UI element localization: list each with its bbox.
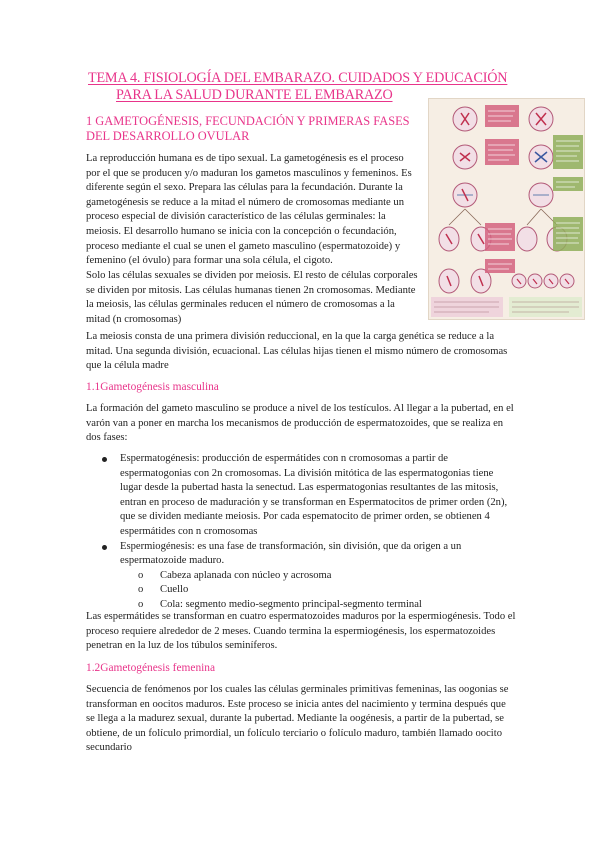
list-item-spermatogenesis — [102, 452, 517, 540]
sub-item-text: Cuello — [160, 584, 189, 596]
left-column-cells — [439, 107, 491, 293]
female-gametogenesis-heading: 1.2Gametogénesis femenina — [86, 662, 216, 674]
title-line-2: PARA LA SALUD DURANTE EL EMBARAZO — [116, 87, 393, 103]
sub-bullet-marker: o — [138, 569, 144, 581]
sub-item-text: Cabeza aplanada con núcleo y acrosoma — [160, 569, 332, 581]
meiosis-diagram-image — [428, 98, 585, 320]
list-item-text: Espermatogénesis: producción de espermátides con n cromosomas a partir de espermatogonias con 2n cromosomas. La división mitótica de las espermatogonias tiene lugar desde la pubertad hasta la senectud. Las espermatogonias resultantes de las mitosis, entran en proceso de maduración y se transforman en Espermatocitos de primer orden (2n), que se dividen mediante meiosis. Por cada espematocito de primer orden, se obtienen 4 espermátides con n cromosomas — [120, 453, 508, 537]
sub-item-head — [138, 569, 517, 584]
right-column-cells — [512, 107, 574, 288]
section-1-heading: 1 GAMETOGÉNESIS, FECUNDACIÓN Y PRIMERAS FASES DEL DESARROLLO OVULAR — [86, 114, 410, 143]
male-gametogenesis-heading: 1.1Gametogénesis masculina — [86, 381, 219, 393]
list-item-spermiogenesis — [102, 540, 517, 613]
sub-item-text: Cola: segmento medio-segmento principal-segmento terminal — [160, 598, 422, 610]
spermatid-paragraph: Las espermátides se transforman en cuatro espermatozoides maduros por la espermiogénesis. Todo el proceso requiere alrededor de 2 meses. Cuando termina la espermiogénesis, los espermatozoides penetran en la luz de los túbulos seminíferos. — [86, 611, 516, 652]
male-phases-list — [102, 452, 517, 613]
male-gametogenesis-intro: La formación del gameto masculino se produce a nivel de los testículos. Al llegar a la pubertad, en el varón van a poner en marcha los mecanismos de producción de espermatozoides, que se realiza en dos fases: — [86, 403, 514, 444]
bullet-icon — [102, 545, 107, 550]
meiosis-paragraph: La meiosis consta de una primera división reduccional, en la que la carga genética se reduce a la mitad. Una segunda división, ecuacional. Las células hijas tienen el mismo número de cromosomas que la célula madre — [86, 331, 508, 372]
cell-division-paragraph: Solo las células sexuales se dividen por meiosis. El resto de células corporales se dividen por mitosis. Las células humanas tienen 2n cromosomas. Mediante la meiosis, las células germinales reducen el número de cromosomas a la mitad (n cromosomas) — [86, 270, 418, 325]
sub-bullet-marker: o — [138, 584, 144, 596]
sub-item-neck — [138, 583, 517, 598]
sub-bullet-marker: o — [138, 598, 144, 610]
sperm-parts-list — [120, 569, 517, 613]
list-item-text: Espermiogénesis: es una fase de transformación, sin división, que da origen a un espermatozoide maduro. — [120, 540, 462, 567]
bullet-icon — [102, 457, 107, 462]
meiosis-diagram-svg — [429, 99, 584, 319]
title-line-1: TEMA 4. FISIOLOGÍA DEL EMBARAZO. CUIDADOS Y EDUCACIÓN — [88, 70, 508, 86]
intro-paragraph: La reproducción humana es de tipo sexual. La gametogénesis es el proceso por el que se producen y/o maduran los gametos masculinos y femeninos. Es diferente según el sexo. Prepara las células para la fecundación. Durante la gametogénesis se reduce a la mitad el número de cromosomas mediante un proceso especial de división característico de las células germinales: la meiosis. El desarrollo humano se inicia con la concepción o fecundación, proceso mediante el cual se unen el gameto masculino (espermatozoide) y femenino (el óvulo) para formar una sola célula, el cigoto. — [86, 153, 412, 267]
female-gametogenesis-paragraph: Secuencia de fenómenos por los cuales las células germinales primitivas femeninas, las oogonias se transforman en oocitos maduros. Este proceso se inicia antes del nacimiento y termina después que se llega a la madurez sexual, durante la pubertad. Mediante la oogénesis, a partir de la pubertad, se obtiene, de un folículo primordial, un folículo terciario o folículo maduro, también llamado oocito secundario — [86, 684, 509, 754]
